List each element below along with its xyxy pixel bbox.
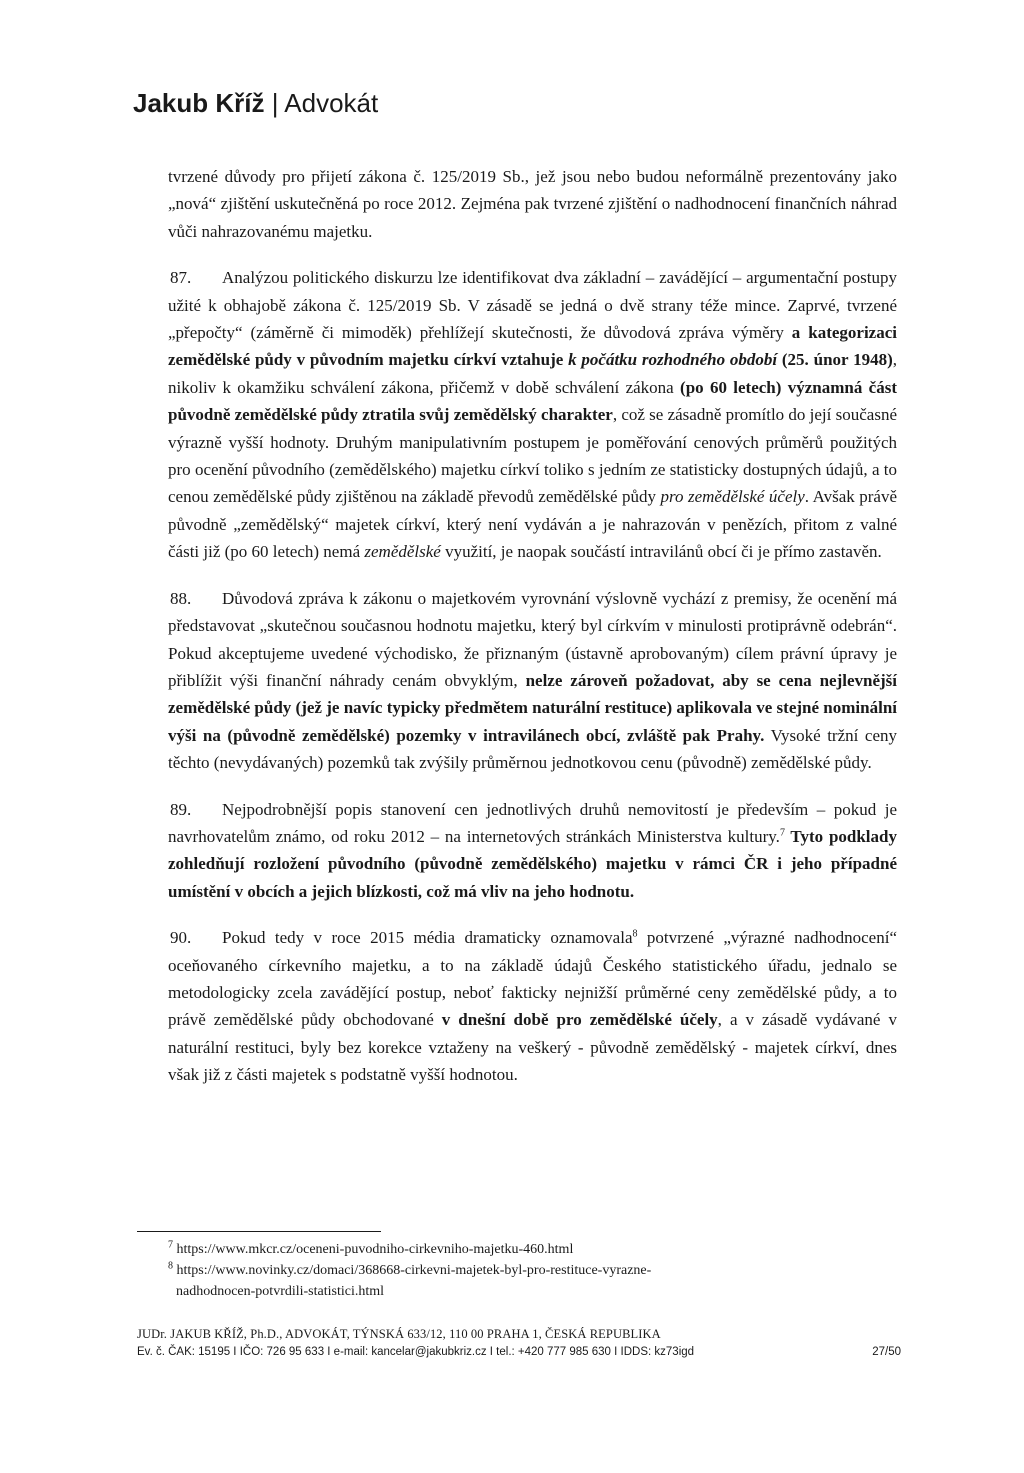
footer-contacts: [137, 1346, 901, 1358]
emphasis-bold: nelze zároveň požadovat, aby se cena nejlevnější zemědělské půdy (jež je navíc typicky předmětem naturální restituce) aplikovala ve stejné nominální výši na (původně zemědělské) pozemky v intravilánech obcí, zvláště pak Prahy.: [168, 670, 897, 745]
footer-address: JUDr. JAKUB KŘÍŽ, Ph.D., ADVOKÁT, TÝNSKÁ 633/12, 110 00 PRAHA 1, ČESKÁ REPUBLIKA: [137, 1327, 661, 1341]
letterhead-separator: |: [271, 88, 279, 118]
footnote-reference: 7: [779, 827, 785, 839]
emphasis-bold: v dnešní době pro zemědělské účely: [441, 1010, 718, 1030]
paragraph-number: 90.: [170, 928, 192, 948]
footnote-number: 8: [168, 1260, 173, 1272]
footnote-8-continued[interactable]: nadhodnocen-potvrdili-statistici.html: [176, 1284, 385, 1299]
footnote-link[interactable]: https://www.novinky.cz/domaci/368668-cirkevni-majetek-byl-pro-restituce-vyrazne-: [173, 1263, 652, 1278]
footnote-separator: [137, 1231, 381, 1232]
paragraph-text: . Avšak právě původně „zemědělský“ majetek církví, který není vydáván a je nahrazován v penězích, přitom z valné části již (po 60 letech) nemá: [168, 487, 897, 562]
emphasis-italic: pro zemědělské účely: [660, 487, 805, 507]
page-number: 27/50: [872, 1346, 901, 1358]
paragraph-text: potvrzené „výrazné nadhodnocení“ oceňovaného církevního majetku, a to na základě údajů Českého statistického úřadu, jednalo se metodologicky zcela zavádějící postup, neboť fakticky nejnižší průměrné ceny zemědělské půdy, a to právě zemědělské půdy obchodované: [168, 928, 897, 1030]
footnote-8: [168, 1260, 868, 1281]
paragraph-text: , a v zásadě vydávané v naturální restituci, byly bez korekce vztaženy na veškerý - původně zemědělský - majetek církví, dnes však již z části majetek s podstatně vyšší hodnotou.: [168, 1010, 897, 1085]
paragraph-text: Vysoké tržní ceny těchto (nevydávaných) pozemků tak zvýšily průměrnou jednotkovou cenu (původně) zemědělské půdy.: [168, 725, 897, 773]
paragraph-number: 88.: [170, 588, 192, 608]
paragraph-89: [168, 796, 897, 906]
emphasis-bold: (po 60 letech) významná část původně zemědělské půdy ztratila svůj zemědělský charakter: [168, 377, 897, 425]
emphasis-italic: zemědělské: [364, 542, 441, 562]
paragraph-text: Analýzou politického diskurzu lze identifikovat dva základní – zavádějící – argumentační postupy užité k obhajobě zákona č. 125/2019 Sb. V zásadě se jedná o dvě strany téže mince. Zaprvé, tvrzené „přepočty“ (záměrně či mimoděk) přehlížejí skutečnosti, že důvodová zpráva výměry: [168, 268, 897, 343]
paragraph-text: Důvodová zpráva k zákonu o majetkovém vyrovnání výslovně vychází z premisy, že ocenění má představovat „skutečnou současnou hodnotu majetku, který byl církvím v minulosti protiprávně odebrán“. Pokud akceptujeme uvedené východisko, že přiznaným (ústavně aprobovaným) cílem právní úpravy je přiblížit výši finanční náhrady cenám obvyklým,: [168, 588, 897, 690]
paragraph-88: [168, 585, 897, 777]
emphasis-bold: (25. únor 1948): [777, 350, 893, 370]
emphasis-bold: a kategorizaci zemědělské půdy v původním majetku církví vztahuje: [168, 323, 897, 370]
footnote-number: 7: [168, 1239, 173, 1251]
footnote-reference: 8: [632, 928, 638, 940]
emphasis-bold-italic: k počátku rozhodného období: [568, 350, 778, 370]
paragraph-text: , nikoliv k okamžiku schválení zákona, přičemž v době schválení zákona: [168, 350, 897, 397]
intro-text: tvrzené důvody pro přijetí zákona č. 125/2019 Sb., jež jsou nebo budou neformálně prezentovány jako „nová“ zjištění uskutečněná po roce 2012. Zejména pak tvrzené zjištění o nadhodnocení finančních náhrad vůči nahrazovanému majetku.: [168, 167, 897, 241]
paragraph-number: 89.: [170, 799, 192, 819]
footnotes: [168, 1239, 868, 1302]
intro-paragraph: [168, 163, 897, 245]
paragraph-87: [168, 264, 897, 565]
paragraph-90: [168, 924, 897, 1088]
letterhead-name: Jakub Kříž: [133, 88, 265, 118]
paragraph-text: Pokud tedy v roce 2015 média dramaticky oznamovala: [222, 928, 633, 948]
document-body: [168, 163, 897, 1089]
paragraph-number: 87.: [170, 268, 192, 288]
footer-contact-details: Ev. č. ČAK: 15195 I IČO: 726 95 633 I e-mail: kancelar@jakubkriz.cz I tel.: +420 777 985 630 I IDDS: kz73igd: [137, 1346, 695, 1358]
paragraph-text: , což se zásadně promítlo do její současné výrazně vyšší hodnoty. Druhým manipulativním postupem je poměřování cenových průměrů použitých pro ocenění původního (zemědělského) majetku církví toliko s jedním ze statisticky dostupných údajů, a to cenou zemědělské půdy zjištěnou na základě převodů zemědělské půdy: [168, 405, 897, 507]
footnote-7: [168, 1239, 868, 1260]
footnote-link[interactable]: https://www.mkcr.cz/oceneni-puvodniho-cirkevniho-majetku-460.html: [173, 1242, 574, 1257]
emphasis-bold: Tyto podklady zohledňují rozložení původního (původně zemědělského) majetku v rámci ČR i jeho případné umístění v obcích a jejich blízkosti, což má vliv na jeho hodnotu.: [168, 826, 897, 901]
paragraph-text: využití, je naopak součástí intravilánů obcí či je přímo zastavěn.: [440, 542, 882, 562]
letterhead: [133, 88, 378, 119]
paragraph-text: Nejpodrobnější popis stanovení cen jednotlivých druhů nemovitostí je především – pokud je navrhovatelům známo, od roku 2012 – na internetových stránkách Ministerstva kultury.: [168, 799, 897, 846]
letterhead-role: Advokát: [284, 88, 379, 118]
